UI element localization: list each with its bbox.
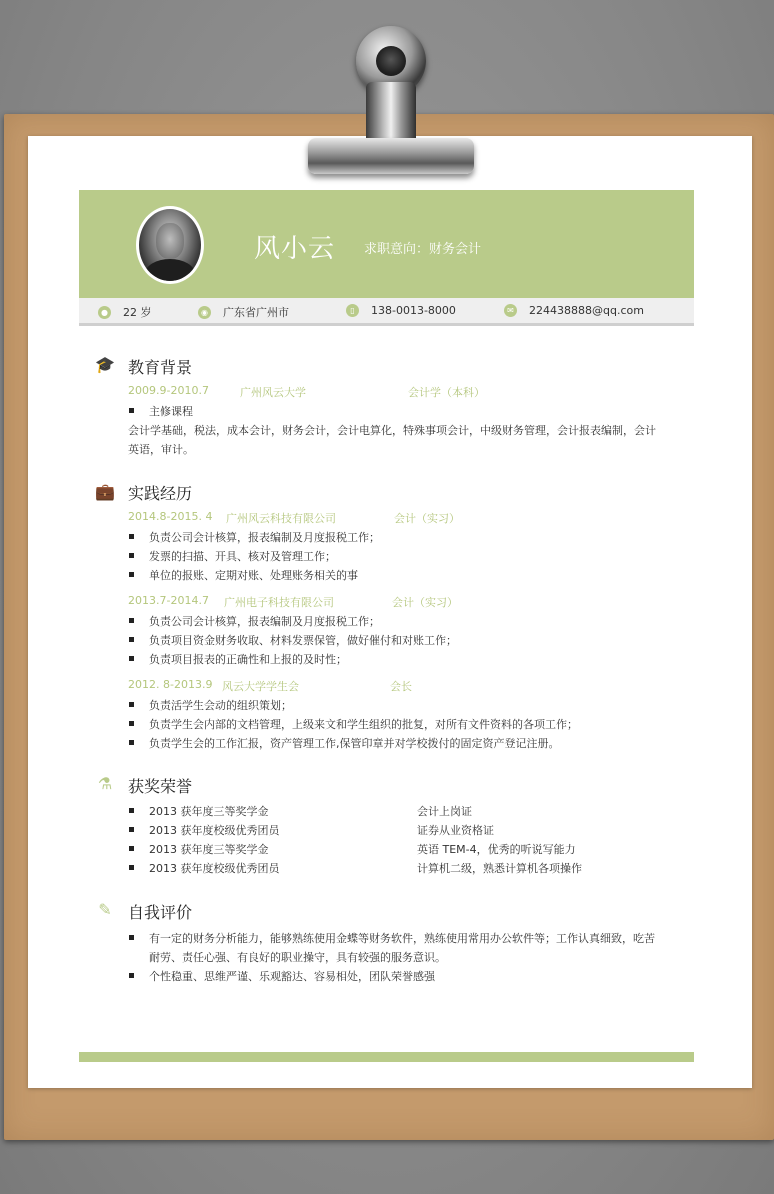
binder-clip — [300, 26, 480, 176]
bullet — [129, 935, 134, 940]
location-pin-icon: ◉ — [198, 306, 211, 319]
info-phone — [346, 304, 456, 317]
avatar-face — [156, 223, 184, 259]
bullet — [129, 618, 134, 623]
phone-text: 138-0013-8000 — [371, 304, 456, 317]
job-2-company: 广州电子科技有限公司 — [224, 596, 334, 609]
flask-icon: ⚗ — [97, 774, 113, 793]
award-right-4: 计算机二级，熟悉计算机各项操作 — [417, 862, 582, 875]
bullet — [129, 408, 134, 413]
info-age — [98, 304, 152, 320]
job-1-item-2: 发票的扫描、开具、核对及管理工作； — [149, 550, 336, 563]
job-3-role: 会长 — [390, 680, 412, 693]
bullet — [129, 572, 134, 577]
award-left-4: 2013 获年度校级优秀团员 — [149, 862, 280, 875]
info-location — [198, 304, 289, 320]
job-3-company: 风云大学学生会 — [222, 680, 299, 693]
briefcase-icon: 💼 — [95, 482, 115, 501]
bullet — [129, 808, 134, 813]
award-right-2: 证券从业资格证 — [417, 824, 494, 837]
job-3-period: 2012. 8-2013.9 — [128, 678, 213, 691]
bullet — [129, 702, 134, 707]
education-period: 2009.9-2010.7 — [128, 384, 209, 397]
graduation-cap-icon: 🎓 — [95, 355, 115, 374]
job-3-item-2: 负责学生会内部的文档管理，上级来文和学生组织的批复，对所有文件资料的各项工作； — [149, 718, 578, 731]
job-intent: 求职意向：财务会计 — [364, 242, 482, 257]
phone-icon: ▯ — [346, 304, 359, 317]
education-school: 广州风云大学 — [240, 386, 306, 399]
job-1-period: 2014.8-2015. 4 — [128, 510, 213, 523]
award-right-3: 英语 TEM-4，优秀的听说写能力 — [417, 843, 576, 856]
job-1-role: 会计（实习） — [394, 512, 460, 525]
job-2-item-1: 负责公司会计核算，报表编制及月度报税工作； — [149, 615, 380, 628]
courses-line-2: 英语，审计。 — [128, 443, 194, 456]
bullet — [129, 973, 134, 978]
location-text: 广东省广州市 — [223, 306, 289, 319]
edit-pencil-icon: ✎ — [98, 900, 112, 919]
job-1-item-3: 单位的报账、定期对账、处理账务相关的事 — [149, 569, 358, 582]
education-title: 教育背景 — [128, 358, 193, 377]
self-eval-line-2: 耐劳、责任心强、有良好的职业操守，具有较强的服务意识。 — [149, 951, 446, 964]
info-email — [504, 304, 644, 317]
education-major: 会计学（本科） — [408, 386, 485, 399]
bullet — [129, 846, 134, 851]
person-icon: ● — [98, 306, 111, 319]
bullet — [129, 534, 134, 539]
avatar — [136, 206, 204, 284]
bullet — [129, 827, 134, 832]
candidate-name: 风小云 — [254, 234, 336, 264]
age-text: 22 岁 — [123, 306, 152, 319]
bullet — [129, 637, 134, 642]
courses-line-1: 会计学基础，税法，成本会计，财务会计，会计电算化，特殊事项会计，中级财务管理，会计报表编制，会计 — [128, 424, 656, 437]
courses-label: 主修课程 — [149, 405, 193, 418]
bullet — [129, 865, 134, 870]
awards-title: 获奖荣誉 — [128, 777, 193, 796]
footer-band — [79, 1052, 694, 1062]
mail-icon: ✉ — [504, 304, 517, 317]
self-eval-line-1: 有一定的财务分析能力，能够熟练使用金蝶等财务软件，熟练使用常用办公软件等；工作认真细致，吃苦 — [149, 932, 655, 945]
award-left-2: 2013 获年度校级优秀团员 — [149, 824, 280, 837]
job-2-item-2: 负责项目资金财务收取、材料发票保管，做好催付和对账工作； — [149, 634, 457, 647]
job-1-company: 广州风云科技有限公司 — [226, 512, 336, 525]
job-3-item-1: 负责活学生会动的组织策划； — [149, 699, 292, 712]
award-left-3: 2013 获年度三等奖学金 — [149, 843, 269, 856]
self-eval-title: 自我评价 — [128, 903, 193, 922]
clip-base — [308, 138, 474, 174]
job-2-item-3: 负责项目报表的正确性和上报的及时性； — [149, 653, 347, 666]
bullet — [129, 656, 134, 661]
award-right-1: 会计上岗证 — [417, 805, 472, 818]
bullet — [129, 721, 134, 726]
job-3-item-3: 负责学生会的工作汇报，资产管理工作,保管印章并对学校拨付的固定资产登记注册。 — [149, 737, 560, 750]
job-2-period: 2013.7-2014.7 — [128, 594, 209, 607]
award-left-1: 2013 获年度三等奖学金 — [149, 805, 269, 818]
experience-title: 实践经历 — [128, 484, 193, 503]
self-eval-line-3: 个性稳重、思维严谨、乐观豁达、容易相处，团队荣誉感强 — [149, 970, 435, 983]
job-1-item-1: 负责公司会计核算，报表编制及月度报税工作； — [149, 531, 380, 544]
job-2-role: 会计（实习） — [392, 596, 458, 609]
bullet — [129, 553, 134, 558]
bullet — [129, 740, 134, 745]
email-text: 224438888@qq.com — [529, 304, 644, 317]
avatar-body — [145, 259, 195, 284]
